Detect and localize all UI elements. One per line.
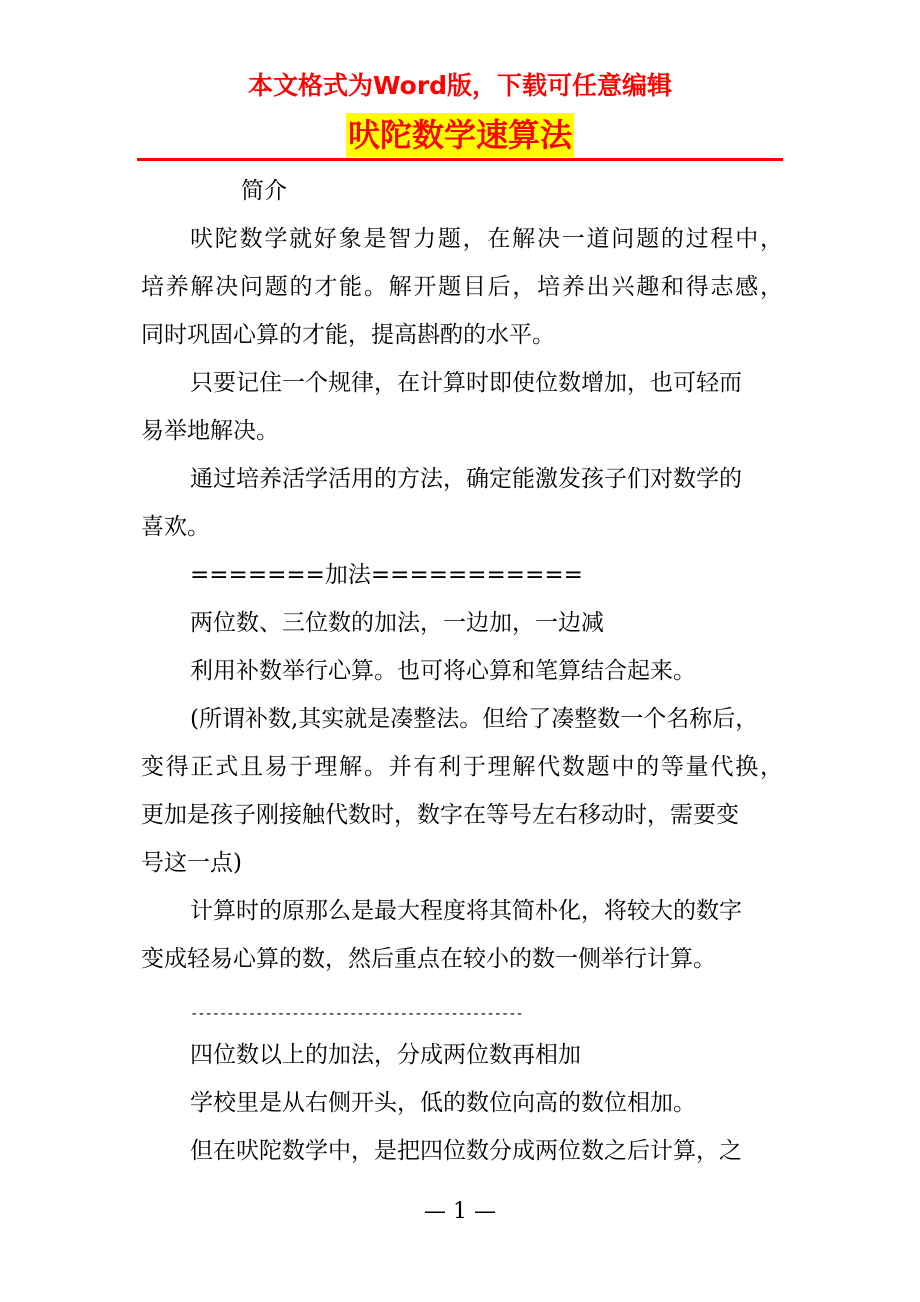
paragraph-line: 但在吠陀数学中，是把四位数分成两位数之后计算，之	[190, 1138, 742, 1164]
paragraph-line: 喜欢。	[141, 514, 210, 540]
paragraph-line: (所谓补数,其实就是凑整法。但给了凑整数一个名称后，	[190, 706, 759, 732]
title-wrapper	[0, 113, 920, 157]
page-number: — 1 —	[424, 1199, 496, 1224]
paragraph-line: 更加是孩子刚接触代数时，数字在等号左右移动时，需要变	[141, 802, 739, 828]
paragraph-line: 利用补数举行心算。也可将心算和笔算结合起来。	[190, 658, 696, 684]
paragraph-line: 同时巩固心算的才能，提高斟酌的水平。	[141, 322, 555, 348]
paragraph-line: 只要记住一个规律，在计算时即使位数增加，也可轻而	[190, 370, 742, 396]
paragraph-line: 四位数以上的加法，分成两位数再相加	[190, 1042, 581, 1068]
paragraph-line: 计算时的原那么是最大程度将其简朴化，将较大的数字	[190, 898, 742, 924]
paragraph-line: 变得正式且易于理解。并有利于理解代数题中的等量代换，	[141, 754, 785, 780]
addition-section-heading: =======加法===========	[190, 562, 583, 588]
paragraph-line: 变成轻易心算的数，然后重点在较小的数一侧举行计算。	[141, 946, 716, 972]
paragraph-line: 号这一点)	[141, 850, 242, 876]
document-title: 吠陀数学速算法	[346, 113, 574, 157]
paragraph-line: 培养解决问题的才能。解开题目后，培养出兴趣和得志感，	[141, 274, 785, 300]
paragraph-line: 吠陀数学就好象是智力题，在解决一道问题的过程中，	[190, 226, 785, 252]
dashed-separator: ----------------------------------------------	[190, 1006, 523, 1022]
paragraph-line: 学校里是从右侧开头，低的数位向高的数位相加。	[190, 1090, 696, 1116]
section-heading-intro: 简介	[241, 178, 287, 204]
paragraph-line: 易举地解决。	[141, 418, 279, 444]
paragraph-line: 通过培养活学活用的方法，确定能激发孩子们对数学的	[190, 466, 742, 492]
format-notice: 本文格式为Word版，下载可任意编辑	[247, 71, 673, 100]
paragraph-line: 两位数、三位数的加法，一边加，一边减	[190, 610, 604, 636]
title-divider	[137, 158, 783, 161]
